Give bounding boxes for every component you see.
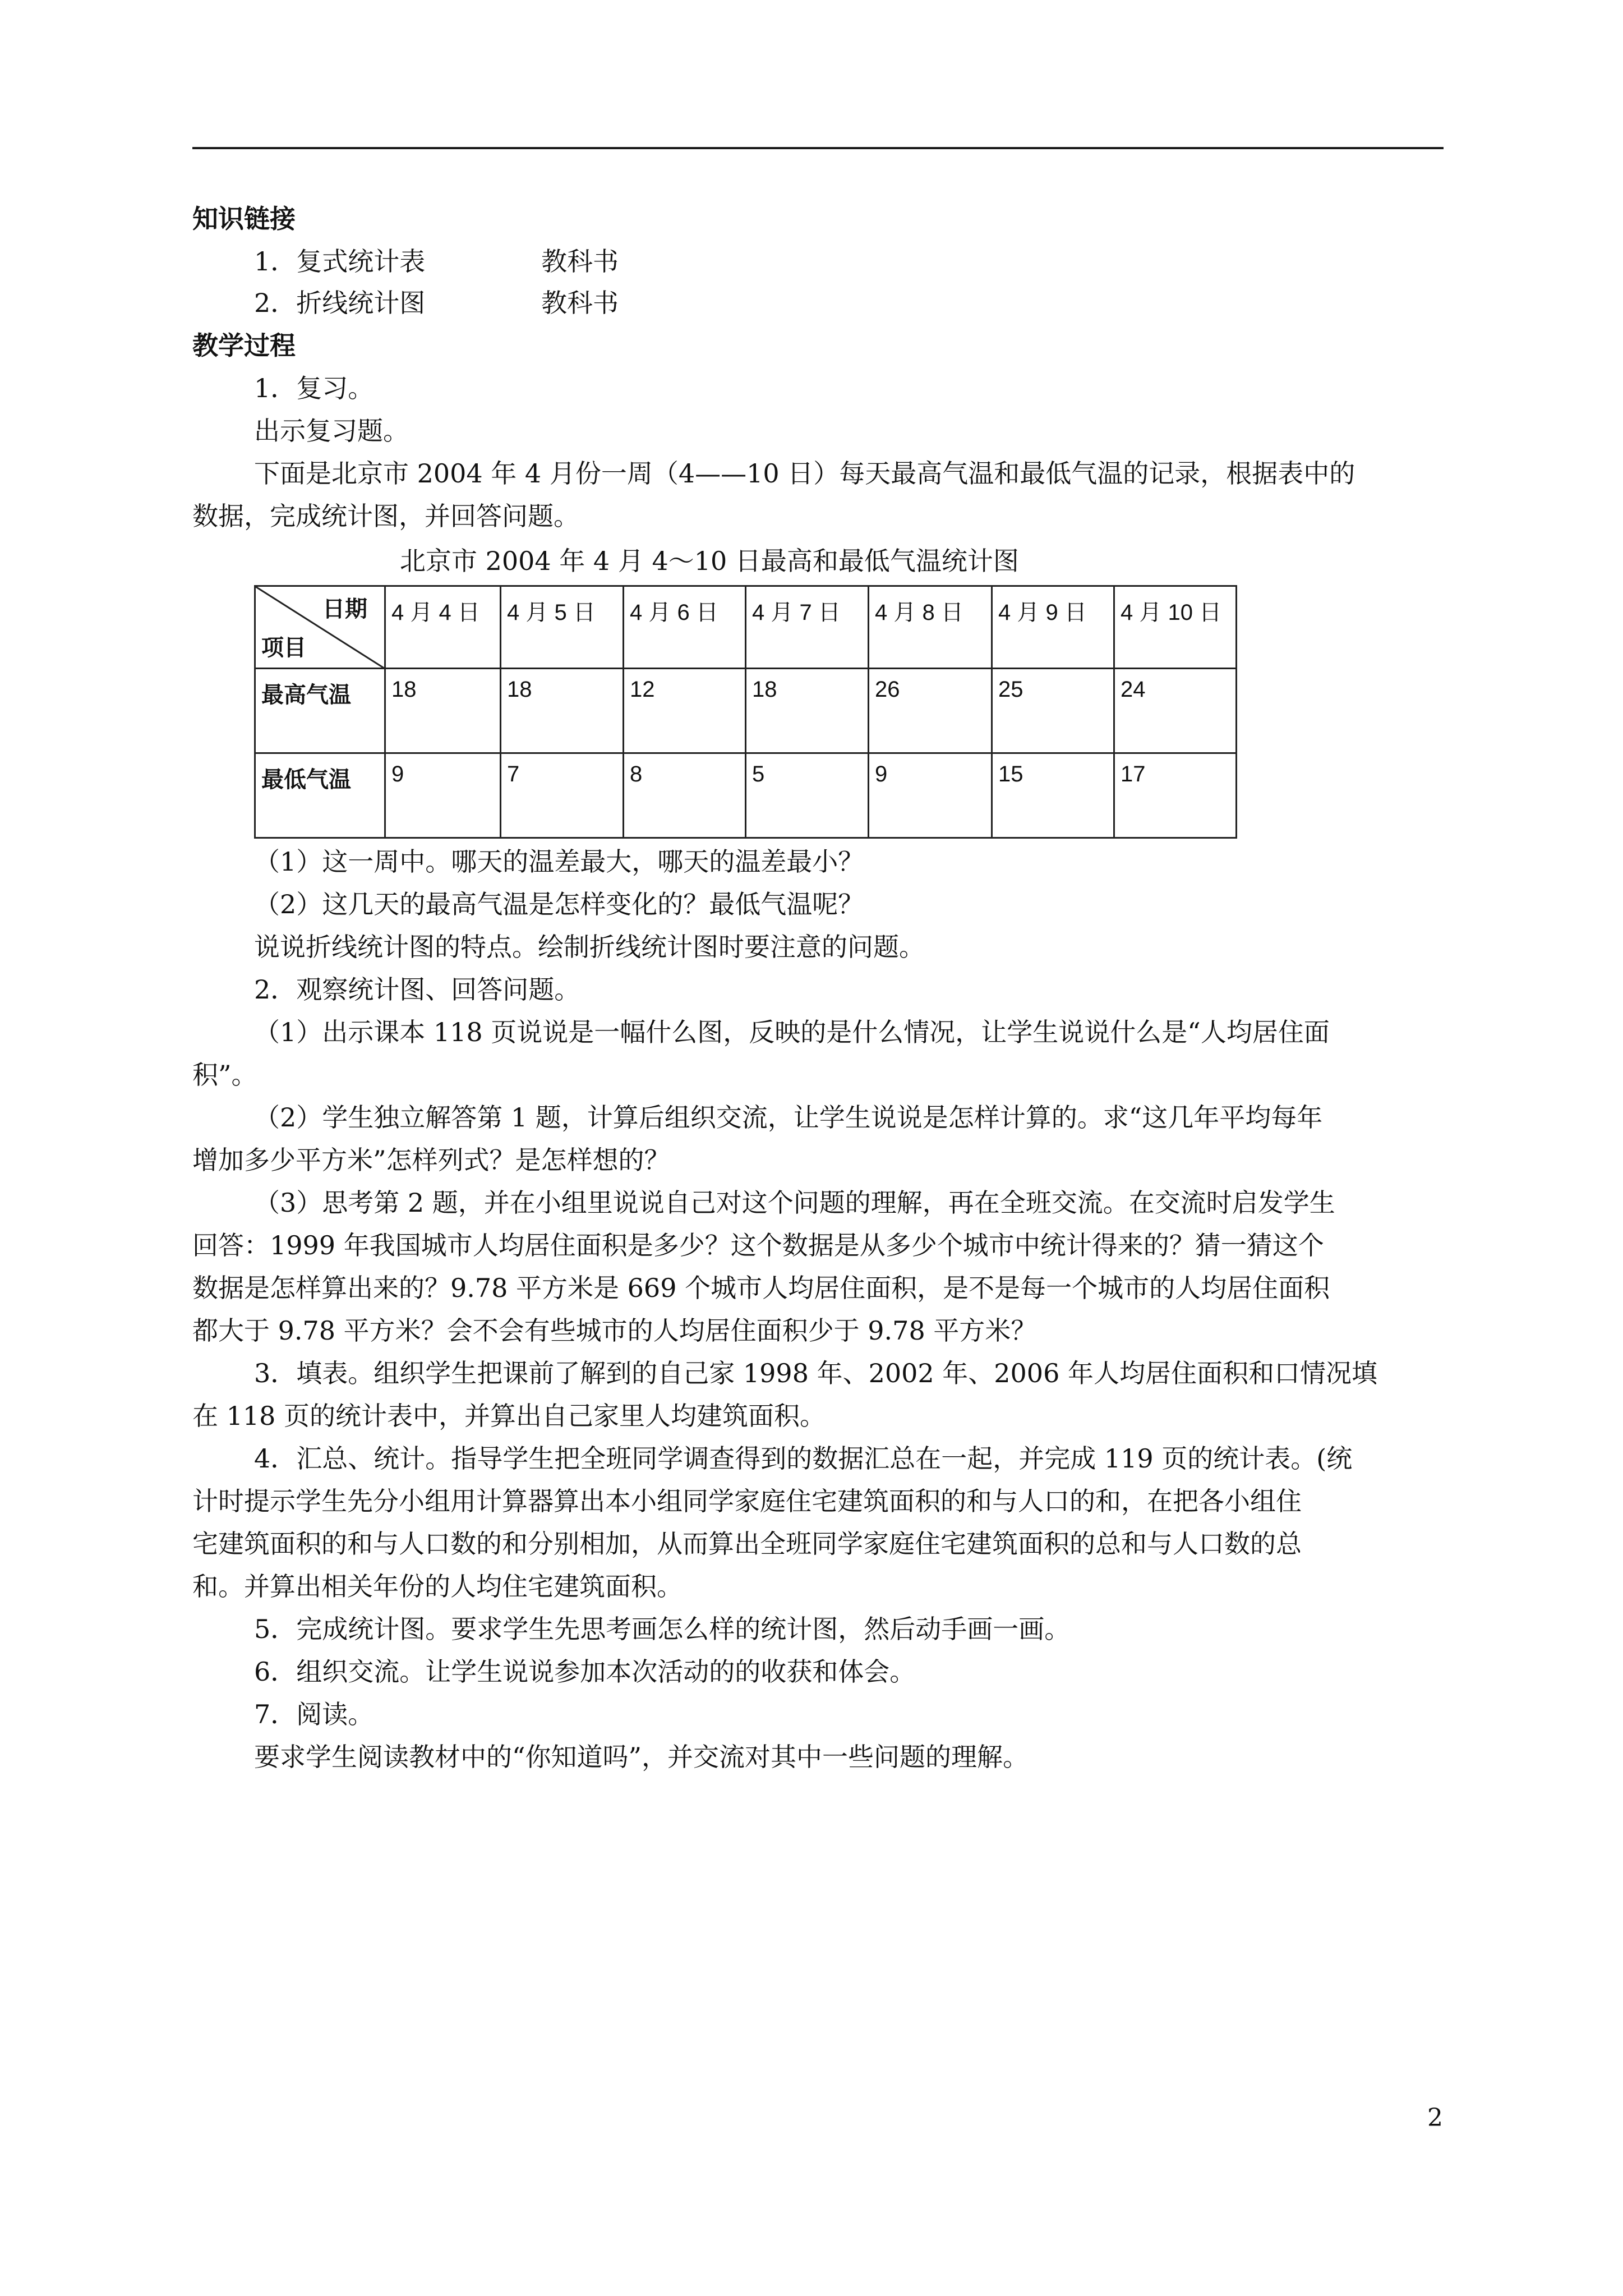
para-3-line-4: 都大于 9.78 平方米？会不会有些城市的人均居住面积少于 9.78 平方米？	[192, 1315, 1037, 1346]
corner-label-date: 日期	[322, 597, 367, 622]
show-review: 出示复习题。	[254, 416, 409, 446]
step-4-line-2: 计时提示学生先分小组用计算器算出本小组同学家庭住宅建筑面积的和与人口的和，在把各小组住	[192, 1486, 1302, 1516]
knowledge-item-1-ref: 教科书	[541, 246, 619, 277]
corner-label-item: 项目	[261, 636, 306, 660]
table-cell: 9	[869, 753, 992, 838]
question-2: （2）这几天的最高气温是怎样变化的？最低气温呢？	[254, 889, 864, 919]
date-header-cell: 4 月 8 日	[869, 586, 992, 669]
line-graph-features: 说说折线统计图的特点。绘制折线统计图时要注意的问题。	[254, 932, 925, 962]
date-header-cell: 4 月 9 日	[992, 586, 1114, 669]
row-label-min-temp: 最低气温	[255, 753, 385, 838]
table-cell: 18	[501, 669, 624, 753]
table-cell: 25	[992, 669, 1114, 753]
table-row-min-temp	[255, 753, 1237, 838]
header-rule	[192, 147, 1444, 149]
knowledge-item-2-ref: 教科书	[541, 288, 619, 318]
knowledge-item-1: 1．复式统计表	[254, 246, 426, 277]
table-cell: 24	[1114, 669, 1237, 753]
step-2: 2．观察统计图、回答问题。	[254, 974, 580, 1005]
question-1: （1）这一周中。哪天的温差最大，哪天的温差最小？	[254, 846, 864, 877]
table-cell: 26	[869, 669, 992, 753]
table-cell: 9	[385, 753, 501, 838]
step-4-line-1: 4．汇总、统计。指导学生把全班同学调查得到的数据汇总在一起，并完成 119 页的统计表。(统	[254, 1443, 1353, 1474]
step-3-line-1: 3．填表。组织学生把课前了解到的自己家 1998 年、2002 年、2006 年人均居住面积和口情况填	[254, 1358, 1377, 1388]
table-cell: 8	[624, 753, 746, 838]
table-cell: 7	[501, 753, 624, 838]
step-7: 7．阅读。	[254, 1699, 374, 1729]
table-cell: 18	[385, 669, 501, 753]
date-header-cell: 4 月 10 日	[1114, 586, 1237, 669]
step-5: 5．完成统计图。要求学生先思考画怎么样的统计图，然后动手画一画。	[254, 1614, 1071, 1644]
table-cell: 18	[746, 669, 869, 753]
temperature-table	[254, 585, 1237, 839]
table-row-max-temp	[255, 669, 1237, 753]
date-header-cell: 4 月 5 日	[501, 586, 624, 669]
table-cell: 17	[1114, 753, 1237, 838]
date-header-cell: 4 月 7 日	[746, 586, 869, 669]
heading-teaching-process: 教学过程	[192, 330, 296, 361]
para-1-line-2: 积”。	[192, 1060, 257, 1090]
step-4-line-4: 和。并算出相关年份的人均住宅建筑面积。	[192, 1571, 683, 1602]
step-7-detail: 要求学生阅读教材中的“你知道吗”，并交流对其中一些问题的理解。	[254, 1742, 1029, 1772]
table-cell: 12	[624, 669, 746, 753]
step-3-line-2: 在 118 页的统计表中，并算出自己家里人均建筑面积。	[192, 1401, 826, 1431]
table-cell: 5	[746, 753, 869, 838]
step-4-line-3: 宅建筑面积的和与人口数的和分别相加，从而算出全班同学家庭住宅建筑面积的总和与人口数的总	[192, 1529, 1302, 1559]
knowledge-item-2: 2．折线统计图	[254, 288, 426, 318]
row-label-max-temp: 最高气温	[255, 669, 385, 753]
table-cell: 15	[992, 753, 1114, 838]
para-2-line-2: 增加多少平方米”怎样列式？是怎样想的？	[192, 1145, 670, 1175]
para-3-line-3: 数据是怎样算出来的？9.78 平方米是 669 个城市人均居住面积，是不是每一个城市的人均居住面积	[192, 1273, 1330, 1303]
intro-line-1: 下面是北京市 2004 年 4 月份一周（4——10 日）每天最高气温和最低气温的记录，根据表中的	[254, 458, 1355, 489]
heading-knowledge-links: 知识链接	[192, 204, 296, 234]
date-header-cell: 4 月 4 日	[385, 586, 501, 669]
para-3-line-2: 回答：1999 年我国城市人均居住面积是多少？这个数据是从多少个城市中统计得来的？猜一猜这个	[192, 1230, 1324, 1260]
para-3-line-1: （3）思考第 2 题，并在小组里说说自己对这个问题的理解，再在全班交流。在交流时启发学生	[254, 1188, 1335, 1218]
table-corner-cell	[255, 586, 385, 669]
intro-line-2: 数据，完成统计图，并回答问题。	[192, 501, 579, 531]
page-number: 2	[1427, 2104, 1443, 2132]
table-header-row	[255, 586, 1237, 669]
table-caption: 北京市 2004 年 4 月 4～10 日最高和最低气温统计图	[400, 546, 1019, 576]
date-header-cell: 4 月 6 日	[624, 586, 746, 669]
step-6: 6．组织交流。让学生说说参加本次活动的的收获和体会。	[254, 1657, 916, 1687]
para-1-line-1: （1）出示课本 118 页说说是一幅什么图，反映的是什么情况，让学生说说什么是“人均居住面	[254, 1017, 1330, 1047]
step-1: 1．复习。	[254, 373, 374, 403]
para-2-line-1: （2）学生独立解答第 1 题，计算后组织交流，让学生说说是怎样计算的。求“这几年平均每年	[254, 1102, 1323, 1133]
